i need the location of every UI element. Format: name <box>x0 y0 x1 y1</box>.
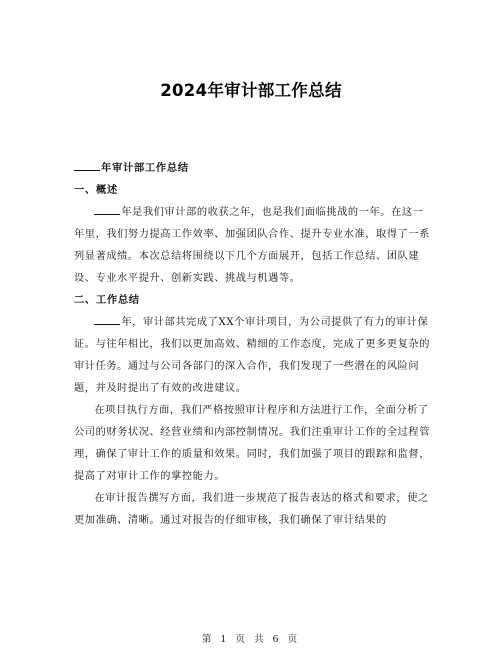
blank-underline <box>94 204 120 215</box>
blank-underline <box>94 314 120 325</box>
page-number-footer: 第 1 页 共 6 页 <box>201 634 301 645</box>
section2-heading: 二、工作总结 <box>74 295 140 306</box>
subtitle-heading <box>74 158 430 180</box>
section2-paragraph-2: 在项目执行方面，我们严格按照审计程序和方法进行工作，全面分析了公司的财务状况、经营业绩和内部控制情况。我们注重审计工作的全过程管理，确保了审计工作的质量和效果。同时，我们加强了项目的跟踪和监督，提高了对审计工作的掌控能力。 <box>74 405 430 482</box>
section1-heading: 一、概述 <box>74 185 118 196</box>
blank-underline <box>74 160 100 171</box>
document-title: 2024年审计部工作总结 <box>160 81 342 100</box>
section1-paragraph <box>74 202 430 290</box>
section2-paragraph-3: 在审计报告撰写方面，我们进一步规范了报告表达的格式和要求，使之更加准确、清晰。通过对报告的仔细审核，我们确保了审计结果的 <box>74 493 429 526</box>
section2-paragraph-1 <box>74 312 430 400</box>
subtitle-text: 年审计部工作总结 <box>101 163 189 174</box>
document-body <box>74 158 430 532</box>
section1-paragraph-text: 年是我们审计部的收获之年，也是我们面临挑战的一年。在这一年里，我们努力提高工作效率、加强团队合作、提升专业水准，取得了一系列显著成绩。本次总结将围绕以下几个方面展开，包括工作总结、团队建设、专业水平提升、创新实践、挑战与机遇等。 <box>74 207 430 284</box>
section2-paragraph-1-text: 年，审计部共完成了XX个审计项目，为公司提供了有力的审计保证。与往年相比，我们以更加高效、精细的工作态度，完成了更多更复杂的审计任务。通过与公司各部门的深入合作，我们发现了一些潜在的风险问题，并及时提出了有效的改进建议。 <box>74 317 430 394</box>
